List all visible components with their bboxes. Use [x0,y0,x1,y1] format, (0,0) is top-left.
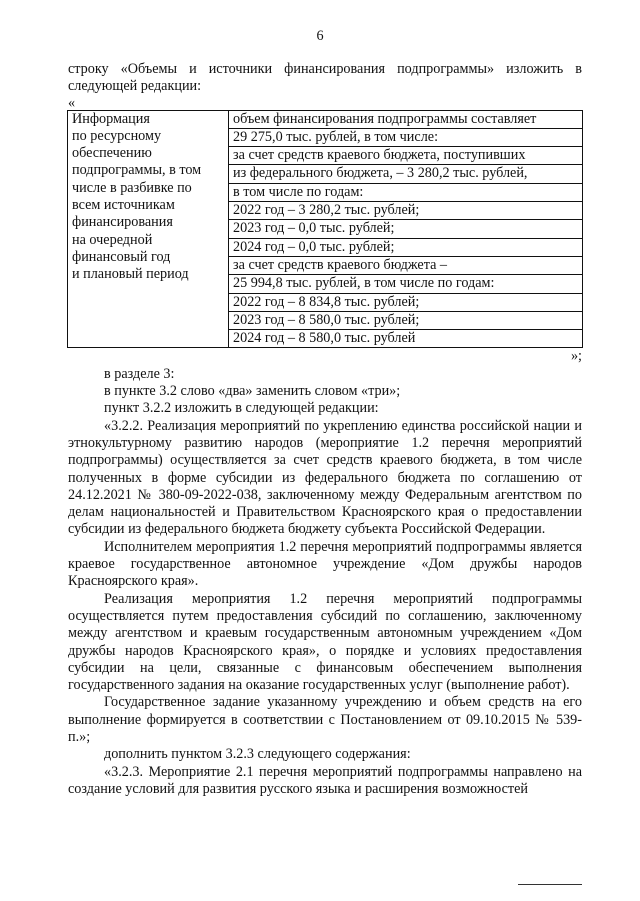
paragraph-state-task: Государственное задание указанному учреждению и объем средств на его выполнение формируется в соответствии с Постановлением от 09.10.2015 № 539-п.»; [68,694,582,745]
value-line: 2023 год – 8 580,0 тыс. рублей; [229,312,582,330]
value-line: из федерального бюджета, – 3 280,2 тыс. рублей, [229,165,582,183]
paragraph-executor: Исполнителем мероприятия 1.2 перечня мероприятий подпрограммы является краевое государственное автономное учреждение «Дом дружбы народов Красноярского края». [68,538,582,590]
value-line: за счет средств краевого бюджета – [229,257,582,275]
intro-text: строку «Объемы и источники финансирования подпрограммы» изложить в следующей редакции: [68,61,582,95]
paragraph-implementation: Реализация мероприятия 1.2 перечня мероприятий подпрограммы осуществляется путем предоставления субсидий по соглашению, заключенному между агентством и краевым государственным автономным учреждением «Дом дружбы народов Красноярского края», о порядке и условиях предоставления субсидии на цели, связанные с финансовым обеспечением выполнения государственного задания на оказание государственных услуг (выполнение работ). [68,590,582,694]
value-line: объем финансирования подпрограммы составляет [229,111,582,129]
paragraph-section-3: в разделе 3: [104,365,175,382]
label-line: подпрограммы, в том [72,162,202,179]
paragraph-3-2-2-text: «3.2.2. Реализация мероприятий по укреплению единства российской нации и этнокультурному развитию народов (мероприятие 1.2 перечня мероприятий подпрограммы) осуществляется за счет средств краевого бюджета, в том числе полученных в форме субсидии из федерального бюджета по соглашению от 24.12.2021 № 380-09-2022-038, заключенному между Федеральным агентством по делам национальностей и Правительством Красноярского края о предоставлении субсидии из федерального бюджета бюджету субъекта Российской Федерации. [68,417,582,538]
value-line: 25 994,8 тыс. рублей, в том числе по годам: [229,275,582,293]
label-line: всем источникам [72,197,175,214]
value-line: за счет средств краевого бюджета, поступивших [229,147,582,165]
paragraph-3-2-3-text: «3.2.3. Мероприятие 2.1 перечня мероприятий подпрограммы направлено на создание условий для развития русского языка и расширения возможностей [68,763,582,797]
label-line: финансирования [72,214,173,231]
page-number: 6 [316,28,324,44]
value-line: 2024 год – 0,0 тыс. рублей; [229,239,582,257]
label-line: числе в разбивке по [72,179,192,196]
paragraph-item-3-2-2-intro: пункт 3.2.2 изложить в следующей редакции: [104,400,379,417]
value-line: 2024 год – 8 580,0 тыс. рублей [233,330,416,347]
closing-quote: »; [570,348,582,365]
value-line: в том числе по годам: [229,184,582,202]
value-line: 29 275,0 тыс. рублей, в том числе: [229,129,582,147]
label-line: по ресурсному [72,127,162,144]
opening-quote: « [68,94,76,111]
value-line: 2022 год – 8 834,8 тыс. рублей; [229,294,582,312]
footer-divider [518,884,582,885]
financing-table [67,110,583,349]
label-line: Информация [72,110,150,127]
paragraph-add-3-2-3: дополнить пунктом 3.2.3 следующего содержания: [104,746,411,763]
value-line: 2023 год – 0,0 тыс. рублей; [229,220,582,238]
label-line: обеспечению [72,145,152,162]
table-value-cell [229,110,583,348]
label-line: на очередной [72,231,153,248]
label-line: и плановый период [72,266,189,283]
document-body [68,61,582,798]
value-line: 2022 год – 3 280,2 тыс. рублей; [229,202,582,220]
table-label-cell [68,110,229,348]
paragraph-item-3-2: в пункте 3.2 слово «два» заменить словом «три»; [104,383,401,400]
label-line: финансовый год [72,248,171,265]
